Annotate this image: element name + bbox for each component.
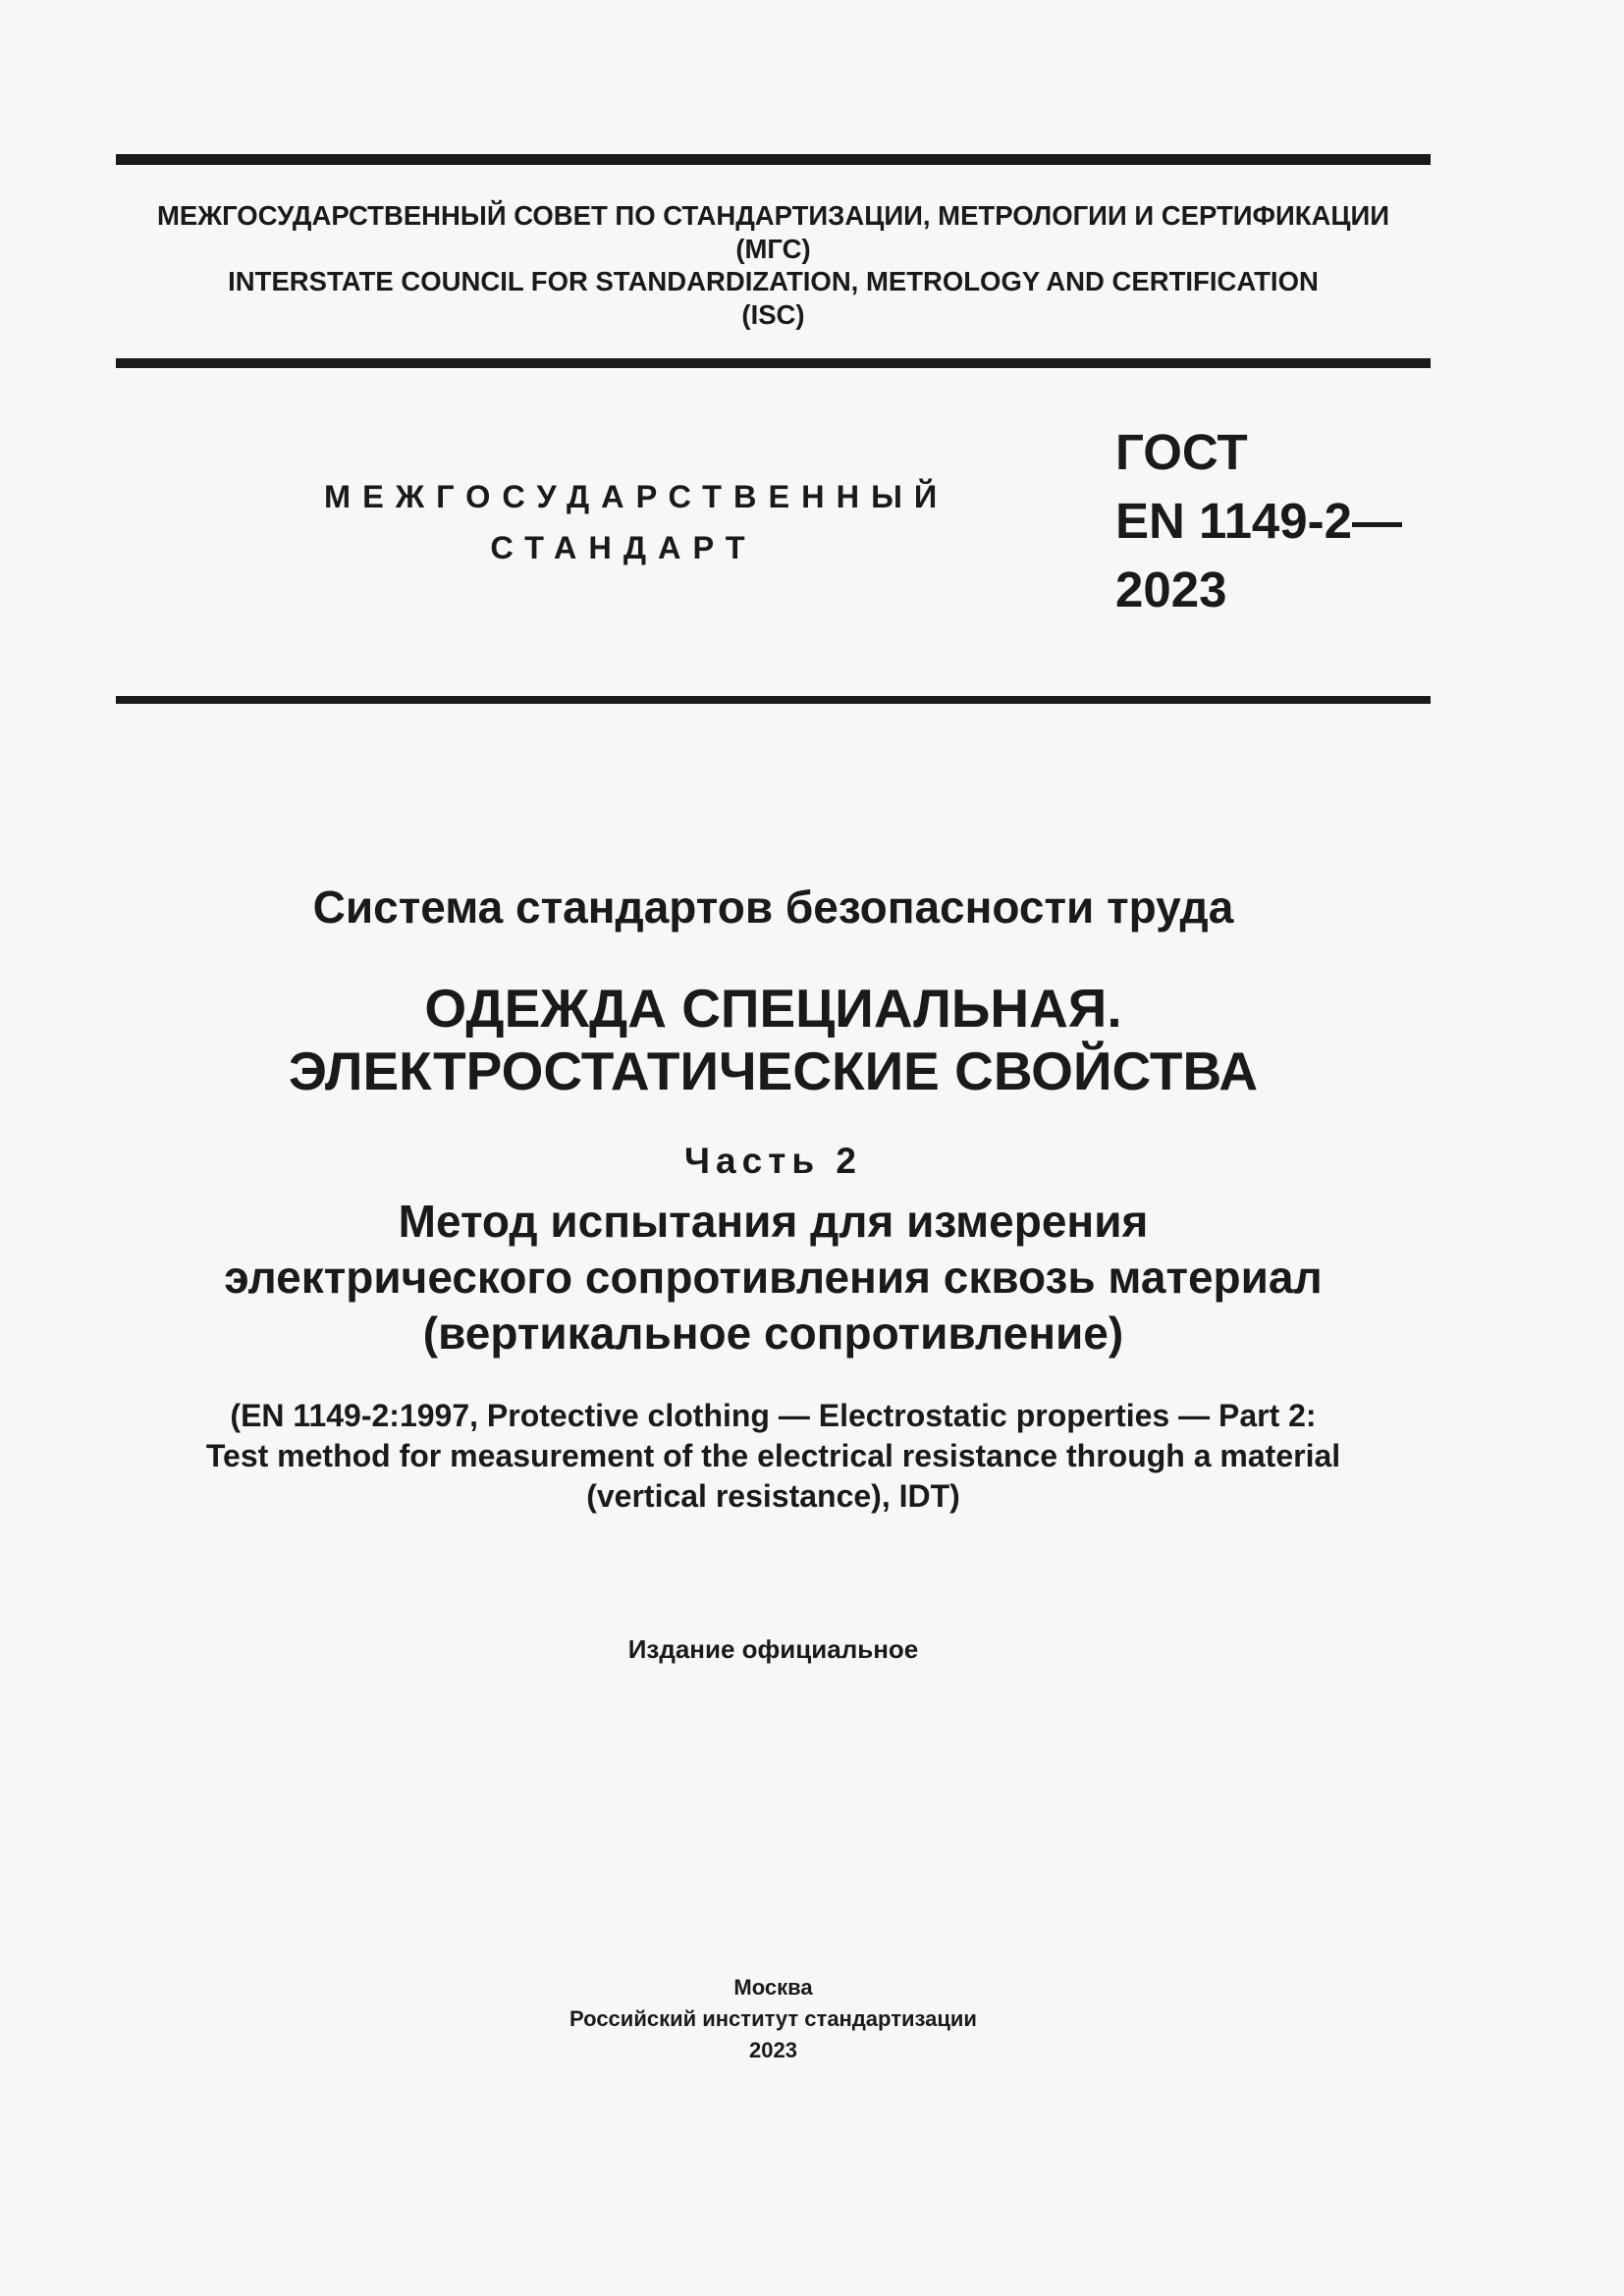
council-header: [116, 199, 1431, 331]
subtitle-line-1: Метод испытания для измерения: [398, 1196, 1149, 1247]
council-abbr-ru: (МГС): [735, 233, 811, 264]
publisher-city: Москва: [733, 1975, 813, 2000]
council-abbr-en: (ISC): [741, 298, 805, 330]
publisher-block: [116, 1972, 1431, 2066]
en-reference: [116, 1396, 1431, 1517]
en-reference-line-3: (vertical resistance), IDT): [586, 1478, 960, 1514]
publisher-institute: Российский институт стандартизации: [569, 2006, 977, 2031]
main-title: [116, 977, 1431, 1102]
subtitle: [116, 1194, 1431, 1362]
publisher-year: 2023: [749, 2038, 797, 2062]
header-divider: [116, 358, 1431, 368]
standard-type: [324, 471, 949, 573]
standard-type-line-2: СТАНДАРТ: [490, 530, 757, 565]
designation-line-1: ГОСТ: [1115, 424, 1248, 480]
system-title-text: Система стандартов безопасности труда: [312, 881, 1234, 933]
subtitle-line-2: электрического сопротивления сквозь материал: [224, 1252, 1323, 1303]
council-name-en: INTERSTATE COUNCIL FOR STANDARDIZATION, METROLOGY AND CERTIFICATION: [228, 266, 1319, 296]
main-title-line-2: ЭЛЕКТРОСТАТИЧЕСКИЕ СВОЙСТВА: [288, 1041, 1259, 1101]
council-name-ru: МЕЖГОСУДАРСТВЕННЫЙ СОВЕТ ПО СТАНДАРТИЗАЦИИ, МЕТРОЛОГИИ И СЕРТИФИКАЦИИ: [156, 200, 1390, 231]
en-reference-line-1: (EN 1149-2:1997, Protective clothing — Electrostatic properties — Part 2:: [230, 1398, 1317, 1433]
standard-type-line-1: МЕЖГОСУДАРСТВЕННЫЙ: [324, 479, 949, 514]
top-rule: [116, 154, 1431, 165]
main-title-line-1: ОДЕЖДА СПЕЦИАЛЬНАЯ.: [424, 978, 1122, 1039]
designation-line-3: 2023: [1115, 561, 1227, 617]
designation-line-2: EN 1149-2—: [1115, 493, 1403, 549]
system-title: [116, 877, 1431, 937]
en-reference-line-2: Test method for measurement of the electrical resistance through a material: [205, 1438, 1341, 1473]
edition-label: [116, 1633, 1431, 1665]
standard-designation: [1115, 418, 1402, 624]
designation-divider: [116, 696, 1431, 704]
subtitle-line-3: (вертикальное сопротивление): [422, 1308, 1124, 1359]
part-label-text: Часть 2: [684, 1141, 862, 1181]
part-label: [116, 1139, 1431, 1184]
edition-text: Издание официальное: [627, 1634, 919, 1664]
